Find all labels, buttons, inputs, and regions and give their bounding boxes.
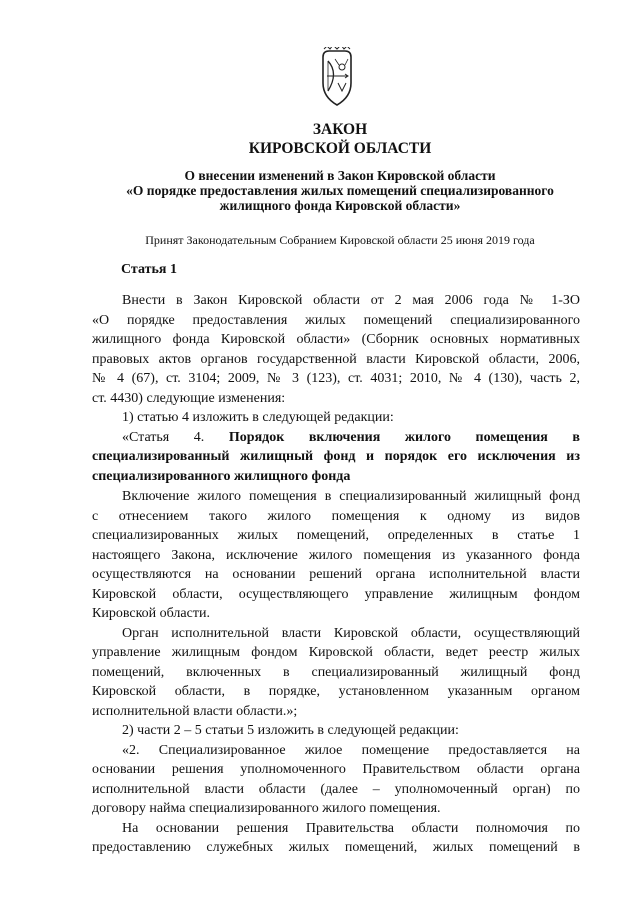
text-line: жилищного фонда Кировской области» (Сборник основных нормативных [92,332,580,347]
law-subtitle [60,168,620,213]
text-line: «2. Специализированное жилое помещение предоставляется на [122,742,580,758]
text-line: № 4 (67), ст. 3104; 2009, № 3 (123), ст. 4031; 2010, № 4 (130), часть 2, [92,371,580,386]
text-line: Орган исполнительной власти Кировской области, осуществляющий [122,625,580,641]
law-title [60,120,620,158]
subtitle-line1: О внесении изменений в Закон Кировской области [184,168,496,183]
text-line: Включение жилого помещения в специализированный жилищный фонд [122,489,580,504]
text-line: исполнительной власти области (далее – уполномоченный орган) по [92,781,580,797]
text-line: помещений, включенных в специализированный жилищный фонд [92,664,580,680]
law-title-line2: КИРОВСКОЙ ОБЛАСТИ [248,140,432,157]
text-line: основании решения уполномоченного Правительством области органа [92,762,580,777]
text-line: «О порядке предоставления жилых помещений специализированного [92,312,580,328]
subtitle-line3: жилищного фонда Кировской области» [219,198,461,213]
text-line: управление жилищным фондом Кировской области, ведет реестр жилых [92,645,580,660]
text-line: 2) части 2 – 5 статьи 5 изложить в следующей редакции: [122,723,459,738]
text-line: ст. 4430) следующие изменения: [92,390,286,406]
article-4-title: Порядок включения жилого помещения в [228,429,580,445]
text-line: Кировской области, осуществляющего управление жилищным фондом [92,586,580,602]
text-line: специализированного жилищного фонда [92,468,351,484]
article-4-body [92,487,580,858]
amendment-block [92,291,580,486]
coat-of-arms-emblem [313,47,361,109]
text-line: Внести в Закон Кировской области от 2 мая 2006 года № 1-ЗО [122,293,580,308]
text-line: исполнительной власти области.»; [92,703,298,719]
text-line: 1) статью 4 изложить в следующей редакции: [122,410,394,425]
law-title-line1: ЗАКОН [312,121,368,138]
text-line: специализированный жилищный фонд и порядок его исключения из [92,449,580,464]
article-heading: Статья 1 [121,262,177,277]
text-line: настоящего Закона, исключение жилого помещения из указанного фонда [92,547,580,563]
text-line: договору найма специализированного жилого помещения. [92,801,441,816]
article-4-number: «Статья 4. [122,429,205,445]
text-line: осуществляются на основании решений органа исполнительной власти [92,567,580,582]
text-line: с отнесением такого жилого помещения к одному из видов [92,508,580,524]
text-line: предоставлению служебных жилых помещений, жилых помещений в [92,840,580,855]
text-line: На основании решения Правительства области полномочия по [122,820,580,836]
article-4-heading-line [92,428,580,448]
text-line: Кировской области. [92,606,210,621]
subtitle-line2: «О порядке предоставления жилых помещений специализированного [126,183,554,198]
adoption-note: Принят Законодательным Собранием Кировской области 25 июня 2019 года [145,233,535,247]
text-line: Кировской области, в порядке, установленном указанным органом [92,684,580,699]
text-line: правовых актов органов государственной власти Кировской области, 2006, [92,351,580,367]
text-line: специализированных жилых помещений, определенных в статье 1 [92,528,580,543]
